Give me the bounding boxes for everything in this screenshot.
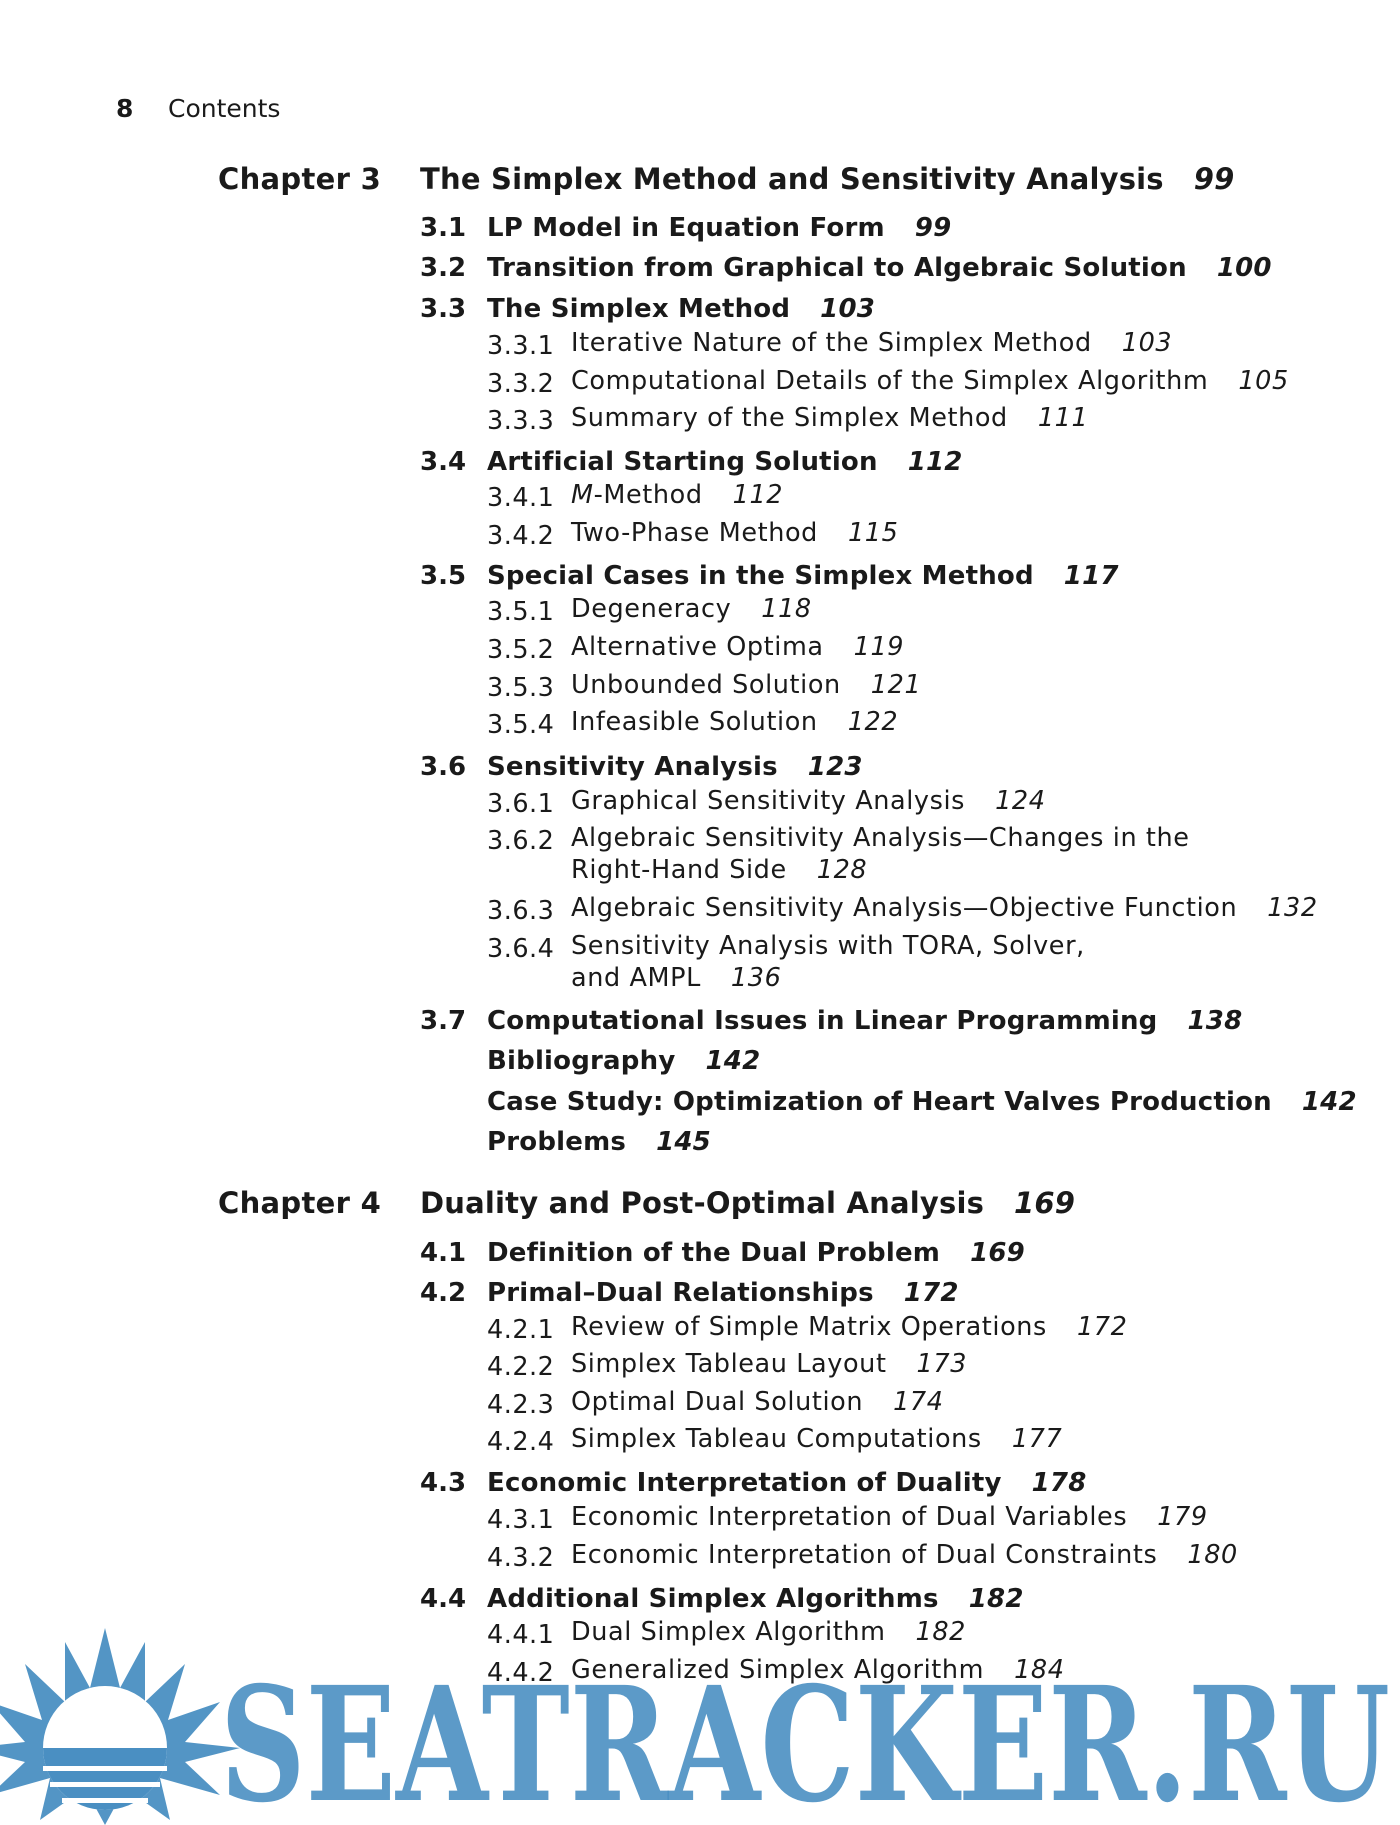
toc-num-4-1: 4.1	[420, 1238, 467, 1268]
toc-entry-3-6-4: Sensitivity Analysis with TORA, Solver, and AMPL 136	[571, 931, 1085, 993]
toc-entry-3-3-1: Iterative Nature of the Simplex Method 103	[571, 328, 1173, 358]
toc-entry-4-2: Primal–Dual Relationships 172	[487, 1278, 959, 1308]
chapter-4-page: 169	[1014, 1186, 1076, 1220]
toc-num-3-1: 3.1	[420, 213, 467, 243]
toc-num-3-5-4: 3.5.4	[487, 710, 555, 740]
toc-num-3-4: 3.4	[420, 447, 467, 477]
toc-entry-3-3-2: Computational Details of the Simplex Algorithm 105	[571, 366, 1289, 396]
watermark-text: SEATRACKER.RU	[220, 1653, 1390, 1825]
toc-entry-3-5-4: Infeasible Solution 122	[571, 707, 899, 737]
toc-num-4-4-2: 4.4.2	[487, 1658, 555, 1688]
toc-entry-3-6-3: Algebraic Sensitivity Analysis—Objective Function 132	[571, 893, 1318, 923]
running-title: Contents	[168, 94, 281, 123]
toc-num-4-3-1: 4.3.1	[487, 1505, 555, 1535]
toc-entry-3-6-1: Graphical Sensitivity Analysis 124	[571, 786, 1046, 816]
toc-entry-3-5-3: Unbounded Solution 121	[571, 670, 922, 700]
sun-logo-icon	[0, 1628, 240, 1825]
toc-num-4-4-1: 4.4.1	[487, 1620, 555, 1650]
toc-num-3-6-1: 3.6.1	[487, 789, 555, 819]
toc-entry-3-5: Special Cases in the Simplex Method 117	[487, 561, 1119, 591]
toc-entry-3-6-2: Algebraic Sensitivity Analysis—Changes in the Right-Hand Side 128	[571, 823, 1190, 885]
toc-num-3-7: 3.7	[420, 1006, 467, 1036]
toc-entry-bibliography: Bibliography 142	[487, 1046, 761, 1076]
toc-entry-4-2-4: Simplex Tableau Computations 177	[571, 1424, 1063, 1454]
toc-num-3-3-2: 3.3.2	[487, 369, 555, 399]
toc-entry-4-2-3: Optimal Dual Solution 174	[571, 1387, 944, 1417]
toc-num-3-3: 3.3	[420, 294, 467, 324]
toc-entry-3-4: Artificial Starting Solution 112	[487, 447, 963, 477]
toc-num-3-4-1: 3.4.1	[487, 483, 555, 513]
toc-num-4-4: 4.4	[420, 1584, 467, 1614]
toc-num-4-3: 4.3	[420, 1468, 467, 1498]
toc-entry-3-4-1: M-Method 112	[571, 480, 784, 510]
toc-num-3-4-2: 3.4.2	[487, 521, 555, 551]
toc-entry-4-1: Definition of the Dual Problem 169	[487, 1238, 1025, 1268]
toc-entry-3-3: The Simplex Method 103	[487, 294, 876, 324]
toc-num-3-6-4: 3.6.4	[487, 934, 555, 964]
toc-entry-4-4-1: Dual Simplex Algorithm 182	[571, 1617, 967, 1647]
toc-entry-4-4-2: Generalized Simplex Algorithm 184	[571, 1655, 1065, 1685]
toc-num-3-3-3: 3.3.3	[487, 406, 555, 436]
toc-entry-3-3-3: Summary of the Simplex Method 111	[571, 403, 1089, 433]
toc-entry-problems: Problems 145	[487, 1127, 711, 1157]
chapter-3-page: 99	[1193, 162, 1235, 196]
chapter-4-label: Chapter 4	[218, 1186, 382, 1220]
chapter-4-title: Duality and Post-Optimal Analysis 169	[420, 1186, 1076, 1220]
toc-num-3-6: 3.6	[420, 752, 467, 782]
page-header	[116, 94, 280, 123]
toc-entry-4-2-2: Simplex Tableau Layout 173	[571, 1349, 968, 1379]
toc-num-3-5-2: 3.5.2	[487, 635, 555, 665]
toc-entry-4-4: Additional Simplex Algorithms 182	[487, 1584, 1024, 1614]
toc-num-3-6-3: 3.6.3	[487, 896, 555, 926]
toc-entry-3-4-2: Two-Phase Method 115	[571, 518, 899, 548]
toc-num-4-2-4: 4.2.4	[487, 1427, 555, 1457]
toc-entry-3-1: LP Model in Equation Form 99	[487, 213, 952, 243]
toc-entry-3-7: Computational Issues in Linear Programming 138	[487, 1006, 1243, 1036]
toc-num-4-3-2: 4.3.2	[487, 1543, 555, 1573]
toc-entry-4-3-1: Economic Interpretation of Dual Variables 179	[571, 1502, 1208, 1532]
toc-entry-4-3-2: Economic Interpretation of Dual Constraints 180	[571, 1540, 1238, 1570]
chapter-3-label: Chapter 3	[218, 162, 382, 196]
toc-entry-3-6: Sensitivity Analysis 123	[487, 752, 863, 782]
toc-entry-4-3: Economic Interpretation of Duality 178	[487, 1468, 1087, 1498]
toc-num-4-2-3: 4.2.3	[487, 1390, 555, 1420]
toc-entry-3-2: Transition from Graphical to Algebraic Solution 100	[487, 253, 1272, 283]
chapter-3-title: The Simplex Method and Sensitivity Analysis 99	[420, 162, 1235, 196]
toc-num-3-5: 3.5	[420, 561, 467, 591]
toc-num-3-3-1: 3.3.1	[487, 331, 555, 361]
toc-entry-3-5-2: Alternative Optima 119	[571, 632, 905, 662]
toc-entry-3-5-1: Degeneracy 118	[571, 594, 812, 624]
watermark	[0, 1620, 1400, 1825]
page-number: 8	[116, 94, 134, 123]
toc-num-3-5-3: 3.5.3	[487, 673, 555, 703]
toc-entry-4-2-1: Review of Simple Matrix Operations 172	[571, 1312, 1128, 1342]
toc-num-4-2-2: 4.2.2	[487, 1352, 555, 1382]
toc-num-3-2: 3.2	[420, 253, 467, 283]
toc-entry-case-study: Case Study: Optimization of Heart Valves Production 142	[487, 1087, 1357, 1117]
toc-num-4-2: 4.2	[420, 1278, 467, 1308]
toc-num-3-6-2: 3.6.2	[487, 826, 555, 856]
toc-num-3-5-1: 3.5.1	[487, 597, 555, 627]
toc-num-4-2-1: 4.2.1	[487, 1315, 555, 1345]
